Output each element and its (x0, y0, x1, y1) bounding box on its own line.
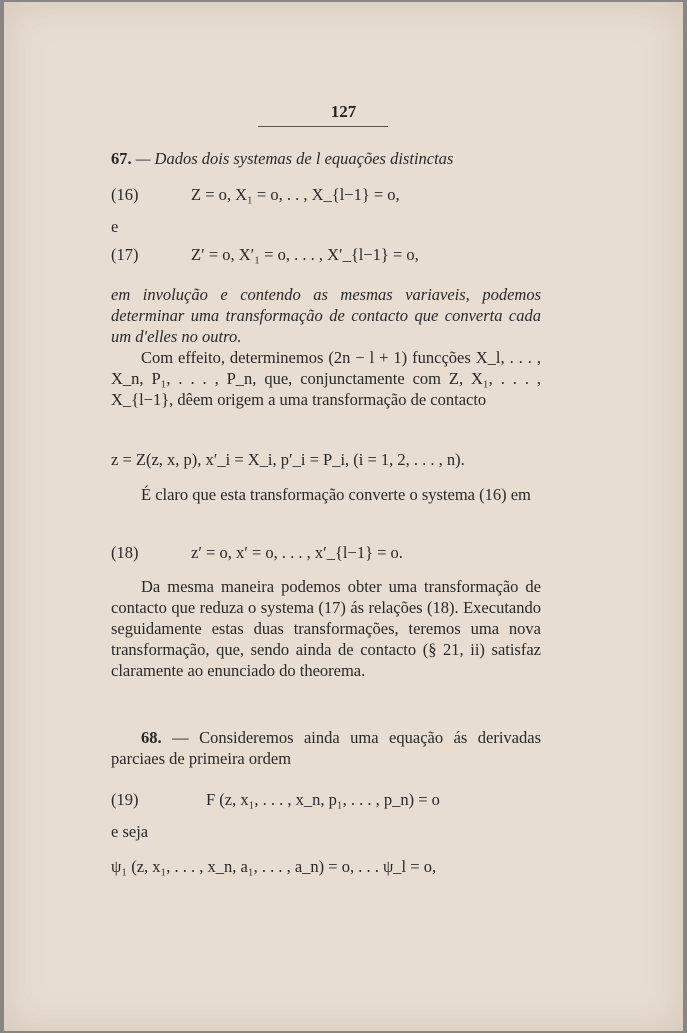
section-68-paragraph (111, 727, 541, 769)
equation-18 (111, 543, 541, 563)
conjunction-e: e (111, 217, 119, 236)
equation-18-label: (18) (111, 543, 139, 562)
equation-17-body: Z′ = o, X′₁ = o, . . . , X′_{l−1} = o, (191, 245, 419, 264)
equation-17-label: (17) (111, 245, 139, 264)
paragraph-mesma-maneira: Da mesma maneira podemos obter uma transformação de contacto que reduza o systema (17) ás relações (18). Executando seguidamente estas duas transformações, teremos uma nova transformação, que, sendo ainda de contacto (§ 21, ii) satisfaz claramente ao enunciado do theorema. (111, 577, 541, 680)
header-rule (258, 126, 388, 127)
page-number: 127 (330, 102, 357, 121)
section-67-heading (111, 148, 541, 169)
section-67-number: 67. (111, 149, 132, 168)
equation-psi-body: ψ₁ (z, x₁, . . . , x_n, a₁, . . . , a_n) = o, . . . ψ_l = o, (111, 857, 437, 876)
paragraph-effeito: Com effeito, determinemos (2n − l + 1) funcções X_l, . . . , X_n, P₁, . . . , P_n, que, conjunctamente com Z, X₁, . . . , X_{l−1}, dêem origem a uma transformação de contacto (111, 348, 541, 409)
e-seja-text: e seja (111, 822, 149, 841)
paragraph-claro: É claro que esta transformação converte o systema (16) em (141, 485, 531, 504)
equation-16 (111, 185, 541, 205)
section-67-heading-text: — Dados dois systemas de l equações distinctas (135, 149, 454, 168)
equation-19 (111, 790, 541, 810)
equation-transformation-body: z = Z(z, x, p), x′_i = X_i, p′_i = P_i, (i = 1, 2, . . . , n). (111, 450, 465, 469)
equation-16-label: (16) (111, 185, 139, 204)
equation-18-body: z′ = o, x′ = o, . . . , x′_{l−1} = o. (191, 543, 403, 562)
equation-psi (111, 857, 541, 877)
equation-19-body: F (z, x₁, . . . , x_n, p₁, . . . , p_n) = o (206, 790, 440, 809)
equation-19-label: (19) (111, 790, 139, 809)
section-68-number: 68. (141, 728, 162, 747)
paragraph-involution: em involução e contendo as mesmas variaveis, podemos determinar uma transformação de contacto que converta cada um d'elles no outro. (111, 285, 541, 346)
equation-transformation (111, 450, 541, 470)
equation-17 (111, 245, 541, 265)
section-68-text: — Consideremos ainda uma equação ás derivadas parciaes de primeira ordem (111, 728, 542, 768)
equation-16-body: Z = o, X₁ = o, . . , X_{l−1} = o, (191, 185, 400, 204)
